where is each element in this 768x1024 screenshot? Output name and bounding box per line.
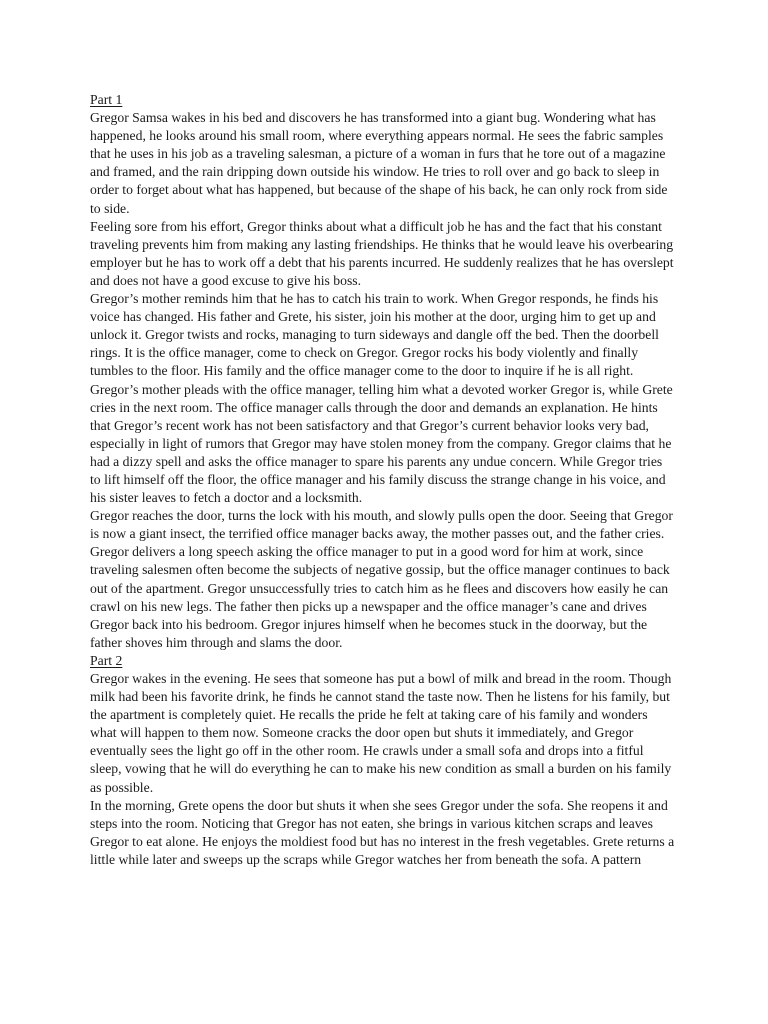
part-1-paragraph: Gregor Samsa wakes in his bed and discovers he has transformed into a giant bug. Wondering what has happened, he looks around his small room, where everything appears normal. He sees the fabric samples that he uses in his job as a traveling salesman, a picture of a woman in furs that he tore out of a magazine and framed, and the rain dripping down outside his window. He tries to roll over and go back to sleep in order to forget about what has happened, but because of the shape of his back, he can only rock from side to side.: [90, 110, 668, 216]
part-2-heading: Part 2: [90, 652, 123, 668]
part-2-paragraph: Gregor wakes in the evening. He sees that someone has put a bowl of milk and bread in the room. Though milk had been his favorite drink, he finds he cannot stand the taste now. Then he listens for his family, but the apartment is completely quiet. He recalls the pride he felt at taking care of his family and wonders what will happen to them now. Someone cracks the door open but shuts it immediately, and Gregor eventually sees the light go off in the other room. He crawls under a small sofa and drops into a fitful sleep, vowing that he will do everything he can to make his new condition as small a burden on his family as possible.: [90, 671, 672, 795]
part-1-paragraph: Gregor reaches the door, turns the lock with his mouth, and slowly pulls open the door. Seeing that Gregor is now a giant insect, the terrified office manager backs away, the mother passes out, and the father cries. Gregor delivers a long speech asking the office manager to put in a good word for him at work, since traveling salesmen often become the subjects of negative gossip, but the office manager continues to back out of the apartment. Gregor unsuccessfully tries to catch him as he flees and discovers how easily he can crawl on his new legs. The father then picks up a newspaper and the office manager’s cane and drives Gregor back into his bedroom. Gregor injures himself when he becomes stuck in the doorway, but the father shoves him through and slams the door.: [90, 508, 673, 650]
part-1-heading: Part 1: [90, 92, 123, 107]
part-2-paragraph: In the morning, Grete opens the door but shuts it when she sees Gregor under the sofa. She reopens it and steps into the room. Noticing that Gregor has not eaten, she brings in various kitchen scraps and leaves Gregor to eat alone. He enjoys the moldiest food but has no interest in the fresh vegetables. Grete returns a little while later and sweeps up the scraps while Gregor watches her from beneath the sofa. A pattern: [90, 797, 675, 867]
part-1-paragraph: Gregor’s mother pleads with the office manager, telling him what a devoted worker Gregor is, while Grete cries in the next room. The office manager calls through the door and demands an explanation. He hints that Gregor’s recent work has not been satisfactory and that Gregor’s current behavior looks very bad, especially in light of rumors that Gregor may have stolen money from the company. Gregor claims that he had a dizzy spell and asks the office manager to spare his parents any undue concern. While Gregor tries to lift himself off the floor, the office manager and his family discuss the strange change in his voice, and his sister leaves to fetch a doctor and a locksmith.: [90, 381, 673, 506]
document-body: [90, 91, 675, 869]
part-1-paragraph: Feeling sore from his effort, Gregor thinks about what a difficult job he has and the fact that his constant traveling prevents him from making any lasting friendships. He thinks that he would leave his overbearing employer but he has to work off a debt that his parents incurred. He suddenly realizes that he has overslept and does not have a good excuse to give his boss.: [90, 218, 674, 288]
part-1-paragraph: Gregor’s mother reminds him that he has to catch his train to work. When Gregor responds, he finds his voice has changed. His father and Grete, his sister, join his mother at the door, urging him to get up and unlock it. Gregor twists and rocks, managing to turn sideways and dangle off the bed. Then the doorbell rings. It is the office manager, come to check on Gregor. Gregor rocks his body violently and finally tumbles to the floor. His family and the office manager come to the door to inquire if he is all right.: [90, 291, 659, 379]
